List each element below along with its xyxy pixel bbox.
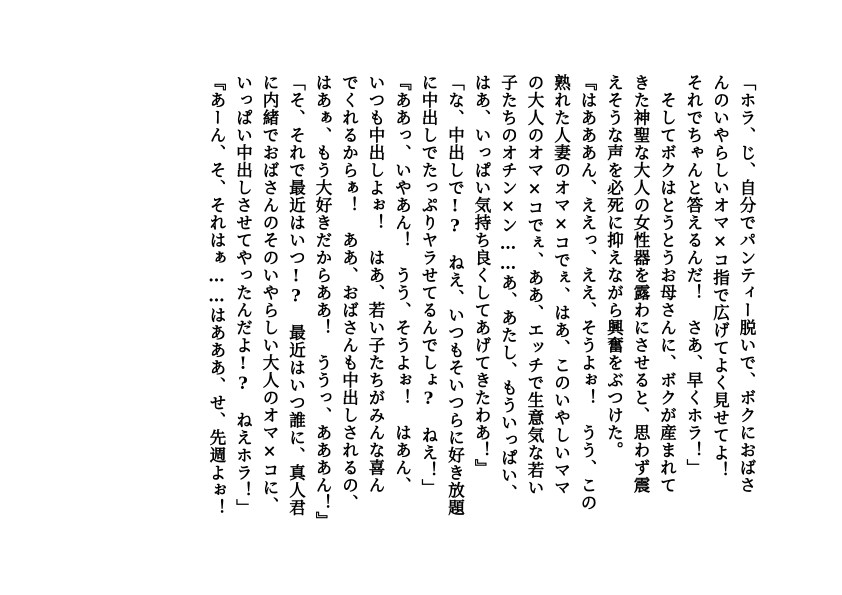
text-line: に中出しでたっぷりヤラせてるんでしょ? ねえ！」 bbox=[419, 74, 438, 497]
text-line: 『あーん、そ、それはぁ……はあああ、せ、先週よぉ！ bbox=[207, 74, 226, 517]
text-line: 「な、中出しで!? ねえ、いつもそいつらに好き放題 bbox=[445, 74, 465, 517]
text-line: んのいやらしいオマ×コ指で広げてよく見せてよ！ bbox=[710, 74, 730, 479]
text-line: きた神聖な大人の女性器を露わにさせると、思わず震 bbox=[631, 74, 650, 494]
text-line: の大人のオマ×コでぇ、ああ、エッチで生意気な若い bbox=[525, 74, 544, 497]
text-line: いつも中出しよぉ！ はあ、若い子たちがみんな喜ん bbox=[366, 74, 385, 494]
text-line: 子たちのオチン×ン……あ、あたし、もういっぱい、 bbox=[498, 74, 518, 502]
text-line: 『はあああん、ええっ、ええ、そうよぉ！ うう、この bbox=[578, 74, 597, 512]
text-line: それでちゃんと答えるんだ！ さあ、早くホラ！」 bbox=[684, 74, 703, 477]
text-line: に内緒でおばさんのそのいやらしい大人のオマ×コに、 bbox=[260, 74, 279, 514]
text-line: はあぁ、もう大好きだからああ！ ううっ、あああん！』 bbox=[313, 74, 332, 529]
text-line: でくれるからぁ！ ああ、おばさんも中出しされるの、 bbox=[339, 74, 359, 512]
text-line: 「ホラ、じ、自分でパンティー脱いで、ボクにおばさ bbox=[737, 74, 756, 494]
text-line: そしてボクはとうとうお母さんに、ボクが産まれて bbox=[657, 74, 677, 494]
text-line: 熟れた人妻のオマ×コでぇ、はあ、このいやしいママ bbox=[551, 74, 571, 497]
vertical-text-block bbox=[203, 74, 760, 534]
text-line: 『ああっ、いやあん！ うう、そうよぉ！ はあん、 bbox=[392, 74, 412, 494]
text-line: えそうな声を必死に抑えながら興奮をぶつけた。 bbox=[604, 74, 624, 459]
text-line: 「そ、それで最近はいつ!? 最近はいつ誰に、真人君 bbox=[286, 74, 306, 517]
text-line: はあ、いっぱい気持ち良くしてあげてきたわあ！』 bbox=[472, 74, 491, 477]
text-line: いっぱい中出しさせてやったんだよ!? ねえホラ！」 bbox=[233, 74, 253, 517]
